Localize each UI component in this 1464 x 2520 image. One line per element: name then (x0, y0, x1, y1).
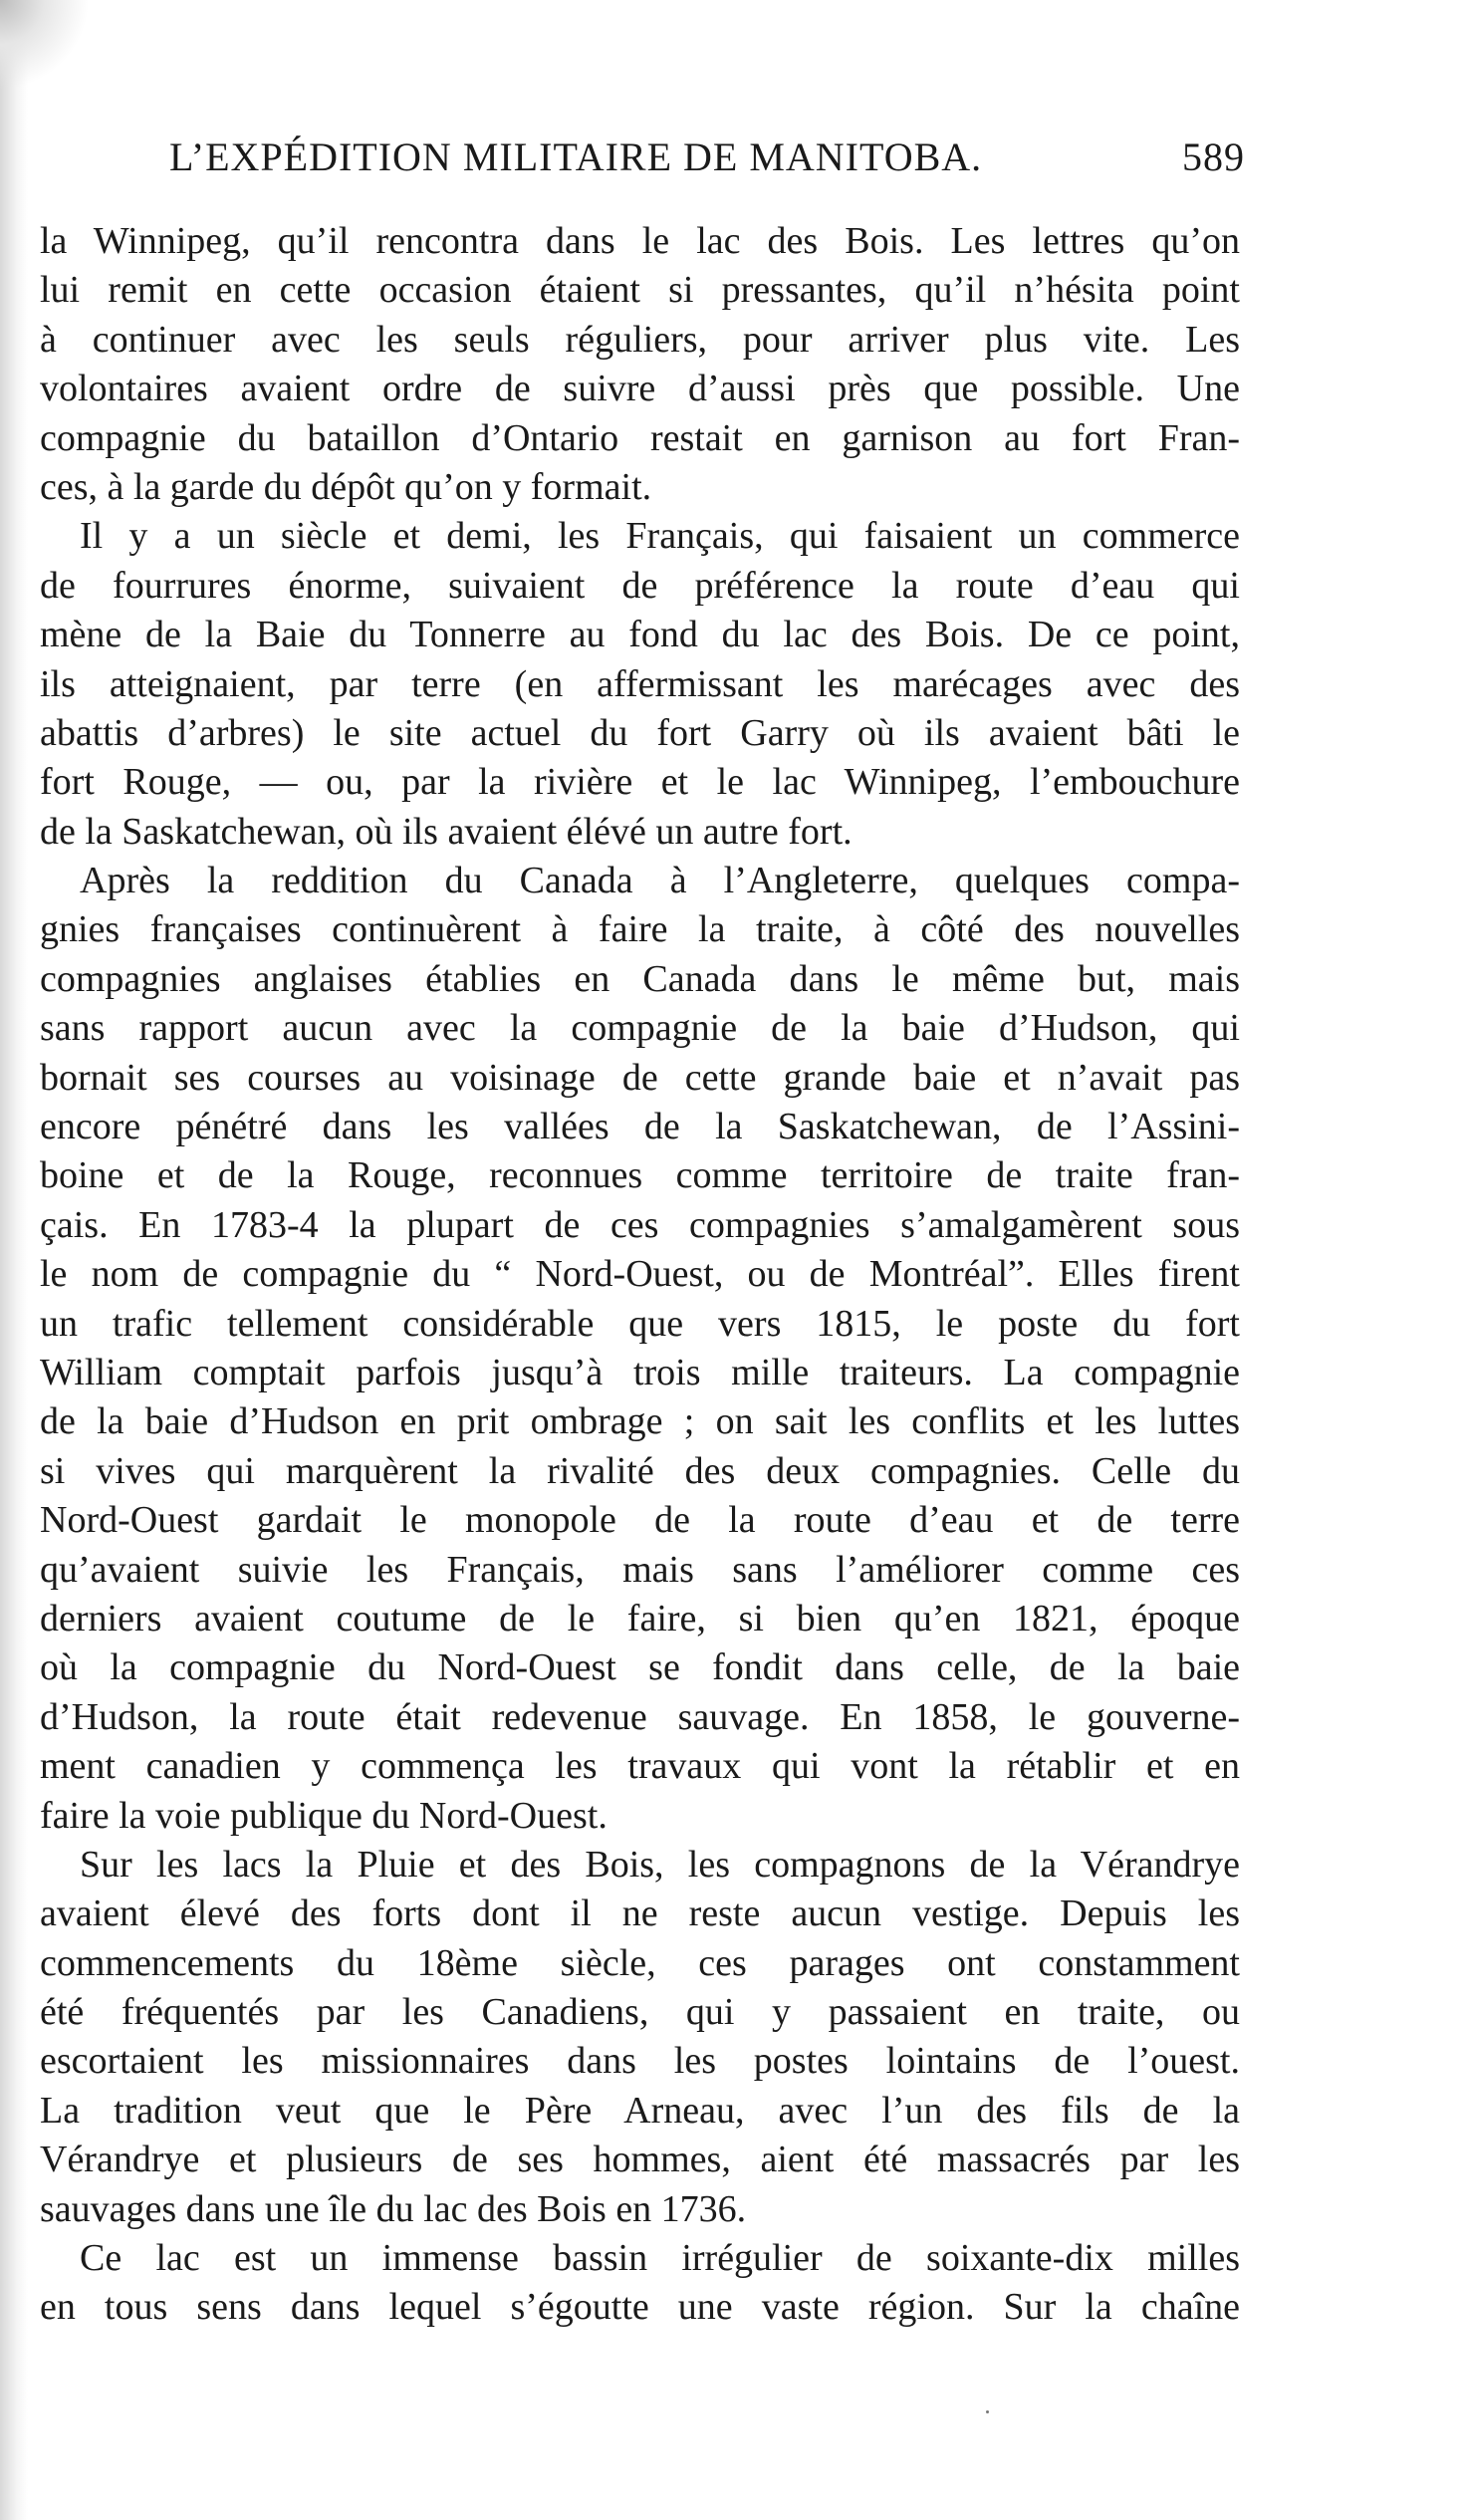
text-line: Nord-Ouest gardait le monopole de la route d’eau et de terre (40, 1499, 1240, 1542)
text-line: William comptait parfois jusqu’à trois mille traiteurs. La compagnie (40, 1351, 1240, 1393)
text-line: La tradition veut que le Père Arneau, avec l’un des fils de la (40, 2089, 1240, 2132)
running-title: L’EXPÉDITION MILITAIRE DE MANITOBA. (169, 134, 983, 179)
text-line: compagnies anglaises établies en Canada dans le même but, mais (40, 957, 1240, 1000)
page-edge-shadow (0, 0, 28, 2520)
text-line: bornait ses courses au voisinage de cette grande baie et n’avait pas (40, 1056, 1240, 1099)
running-head (159, 127, 1245, 187)
ink-speck (986, 2410, 989, 2413)
text-line: encore pénétré dans les vallées de la Saskatchewan, de l’Assini- (40, 1106, 1240, 1148)
text-line: de la Saskatchewan, où ils avaient élévé un autre fort. (40, 810, 853, 853)
page-number: 589 (1182, 134, 1245, 179)
text-line: çais. En 1783-4 la plupart de ces compagnies s’amalgamèrent sous (40, 1203, 1240, 1246)
text-line: ils atteignaient, par terre (en affermissant les marécages avec des (40, 662, 1240, 705)
text-line: volontaires avaient ordre de suivre d’aussi près que possible. Une (40, 368, 1240, 410)
text-line: le nom de compagnie du “ Nord-Ouest, ou de Montréal”. Elles firent (40, 1253, 1240, 1296)
text-line: de fourrures énorme, suivaient de préférence la route d’eau qui (40, 564, 1240, 607)
text-line: boine et de la Rouge, reconnues comme territoire de traite fran- (40, 1154, 1240, 1197)
text-line: derniers avaient coutume de le faire, si bien qu’en 1821, époque (40, 1597, 1240, 1639)
text-line: à continuer avec les seuls réguliers, pour arriver plus vite. Les (40, 318, 1240, 361)
text-line: sans rapport aucun avec la compagnie de la baie d’Hudson, qui (40, 1007, 1240, 1050)
body-text (40, 217, 1240, 2333)
text-line: où la compagnie du Nord-Ouest se fondit dans celle, de la baie (40, 1646, 1240, 1689)
text-line: ces, à la garde du dépôt qu’on y formait. (40, 465, 652, 508)
text-line: Sur les lacs la Pluie et des Bois, les compagnons de la Vérandrye (80, 1843, 1240, 1886)
text-line: ment canadien y commença les travaux qui vont la rétablir et en (40, 1745, 1240, 1788)
text-line: de la baie d’Hudson en prit ombrage ; on sait les conflits et les luttes (40, 1400, 1240, 1443)
text-line: si vives qui marquèrent la rivalité des deux compagnies. Celle du (40, 1449, 1240, 1492)
text-line: faire la voie publique du Nord-Ouest. (40, 1794, 608, 1837)
text-line: Après la reddition du Canada à l’Angleterre, quelques compa- (80, 860, 1240, 902)
text-line: lui remit en cette occasion étaient si pressantes, qu’il n’hésita point (40, 269, 1240, 312)
text-line: avaient élevé des forts dont il ne reste aucun vestige. Depuis les (40, 1892, 1240, 1935)
text-line: qu’avaient suivie les Français, mais sans l’améliorer comme ces (40, 1548, 1240, 1591)
text-line: abattis d’arbres) le site actuel du fort Garry où ils avaient bâti le (40, 711, 1240, 754)
text-line: été fréquentés par les Canadiens, qui y passaient en traite, ou (40, 1991, 1240, 2034)
text-line: mène de la Baie du Tonnerre au fond du lac des Bois. De ce point, (40, 614, 1240, 656)
text-line: sauvages dans une île du lac des Bois en 1736. (40, 2187, 747, 2230)
page-corner-smudge (0, 0, 90, 90)
text-line: escortaient les missionnaires dans les postes lointains de l’ouest. (40, 2040, 1240, 2083)
text-line: fort Rouge, — ou, par la rivière et le lac Winnipeg, l’embouchure (40, 761, 1240, 804)
text-line: gnies françaises continuèrent à faire la traite, à côté des nouvelles (40, 908, 1240, 951)
text-line: Il y a un siècle et demi, les Français, qui faisaient un commerce (80, 515, 1240, 558)
text-line: compagnie du bataillon d’Ontario restait en garnison au fort Fran- (40, 416, 1240, 459)
text-line: d’Hudson, la route était redevenue sauvage. En 1858, le gouverne- (40, 1695, 1240, 1738)
text-line: Ce lac est un immense bassin irrégulier de soixante-dix milles (80, 2237, 1240, 2280)
text-line: commencements du 18ème siècle, ces parages ont constamment (40, 1941, 1240, 1984)
text-line: un trafic tellement considérable que vers 1815, le poste du fort (40, 1302, 1240, 1345)
text-line: Vérandrye et plusieurs de ses hommes, aient été massacrés par les (40, 2139, 1240, 2181)
text-line: la Winnipeg, qu’il rencontra dans le lac des Bois. Les lettres qu’on (40, 220, 1240, 262)
text-line: en tous sens dans lequel s’égoutte une vaste région. Sur la chaîne (40, 2286, 1240, 2329)
